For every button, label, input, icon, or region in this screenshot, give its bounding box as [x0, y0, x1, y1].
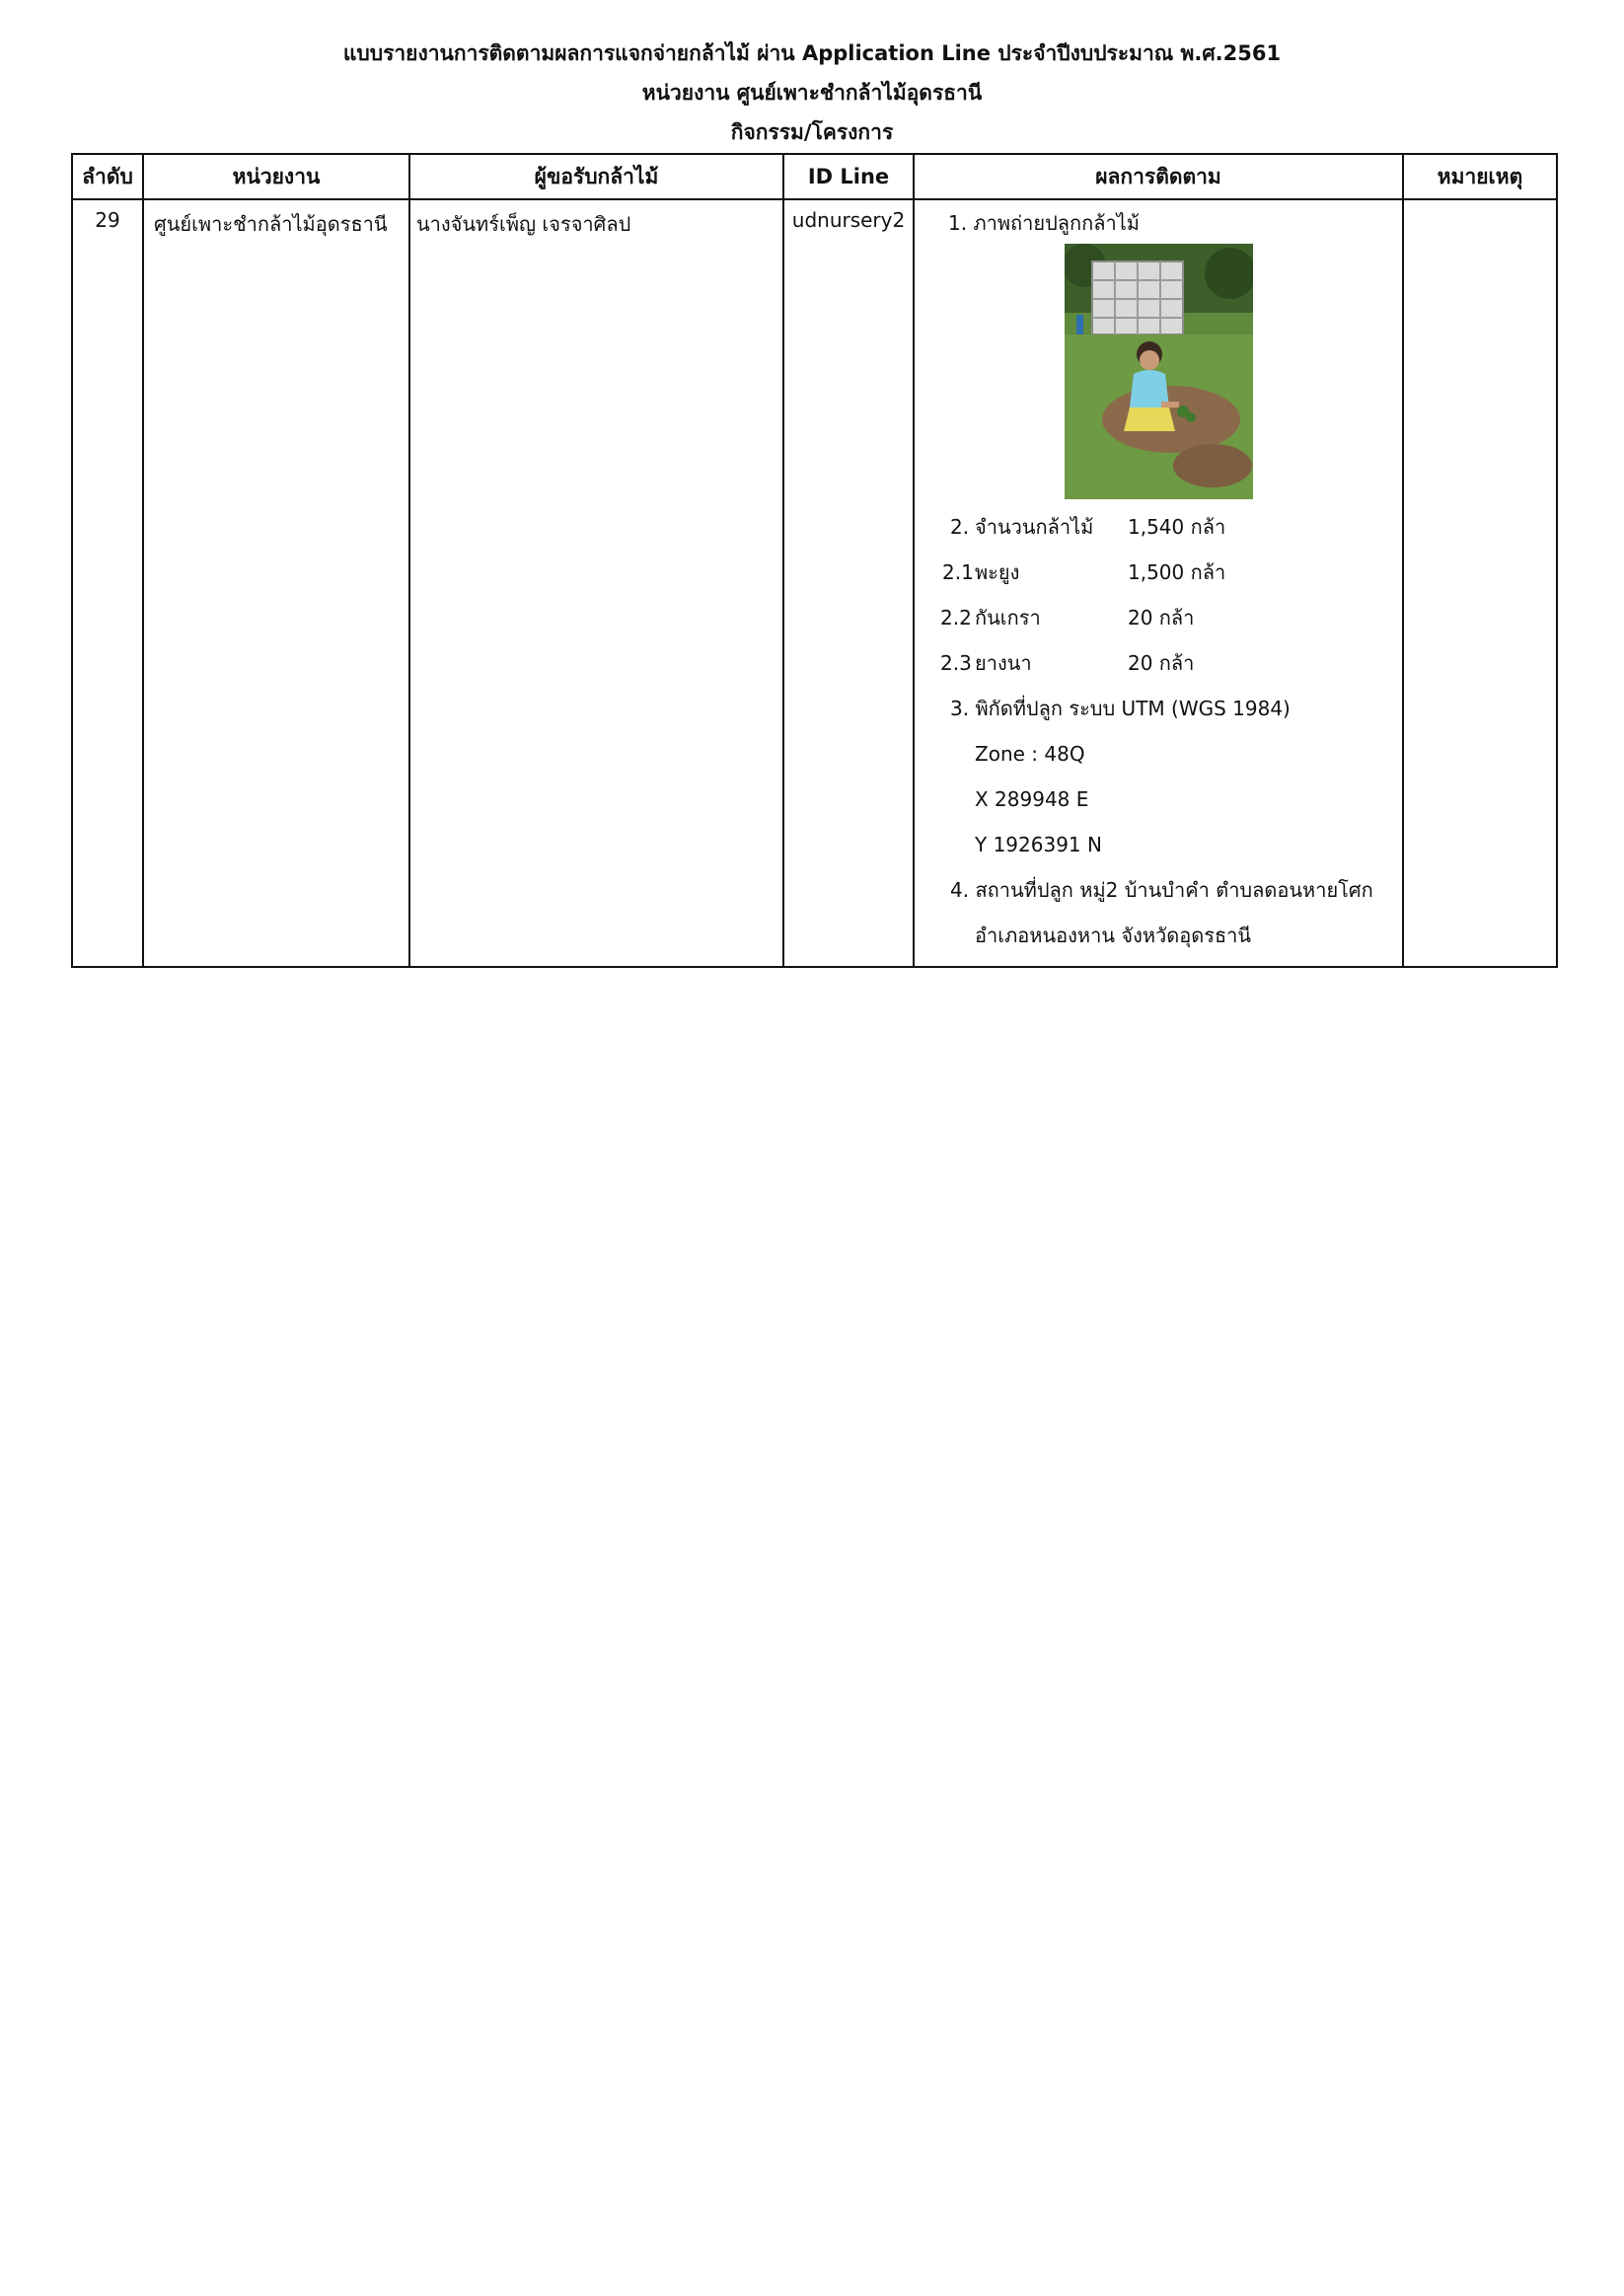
planting-photo [1065, 244, 1253, 499]
table-header-row [72, 154, 1557, 199]
species-item-name: กันเกรา [975, 606, 1041, 630]
results-location-line2: อำเภอหนองหาน จังหวัดอุดรธานี [975, 924, 1252, 947]
column-header-unit: หน่วยงาน [143, 154, 409, 199]
row-remark [1403, 199, 1557, 967]
report-table [71, 153, 1558, 968]
results-location-line1: 4. สถานที่ปลูก หมู่2 บ้านบำคำ ตำบลดอนหายโศก [950, 878, 1373, 902]
column-header-no: ลำดับ [72, 154, 143, 199]
report-activity-line: กิจกรรม/โครงการ [730, 120, 894, 144]
column-header-results: ผลการติดตาม [914, 154, 1403, 199]
species-item-num: 2.1 [942, 560, 974, 584]
species-item-qty: 20 กล้า [1128, 651, 1195, 675]
report-header [0, 34, 1624, 152]
row-results [914, 199, 1403, 967]
species-item-qty: 20 กล้า [1128, 606, 1195, 630]
results-coords-heading: 3. พิกัดที่ปลูก ระบบ UTM (WGS 1984) [950, 697, 1291, 720]
results-y: Y 1926391 N [975, 833, 1102, 856]
row-id-line: udnursery2 [783, 199, 914, 967]
species-item-name: พะยูง [975, 560, 1020, 584]
column-header-remark: หมายเหตุ [1403, 154, 1557, 199]
table-row [72, 199, 1557, 967]
row-no: 29 [72, 199, 143, 967]
results-photo-label: 1. ภาพถ่ายปลูกกล้าไม้ [948, 211, 1140, 235]
species-item-num: 2.2 [940, 606, 972, 630]
species-item-qty: 1,500 กล้า [1128, 560, 1226, 584]
report-unit-line: หน่วยงาน ศูนย์เพาะชำกล้าไม้อุดรธานี [641, 81, 983, 105]
results-total-qty: 1,540 กล้า [1128, 515, 1226, 539]
results-total-label: จำนวนกล้าไม้ [975, 515, 1094, 539]
column-header-requester: ผู้ขอรับกล้าไม้ [409, 154, 783, 199]
results-zone: Zone : 48Q [975, 742, 1085, 766]
species-item-num: 2.3 [940, 651, 972, 675]
report-title: แบบรายงานการติดตามผลการแจกจ่ายกล้าไม้ ผ่าน Application Line ประจำปีงบประมาณ พ.ศ.2561 [342, 41, 1282, 65]
column-header-id-line: ID Line [783, 154, 914, 199]
row-unit: ศูนย์เพาะชำกล้าไม้อุดรธานี [143, 199, 409, 967]
row-requester: นางจันทร์เพ็ญ เจรจาศิลป [409, 199, 783, 967]
results-x: X 289948 E [975, 787, 1089, 811]
results-total-num: 2. [950, 515, 970, 539]
species-item-name: ยางนา [975, 651, 1032, 675]
